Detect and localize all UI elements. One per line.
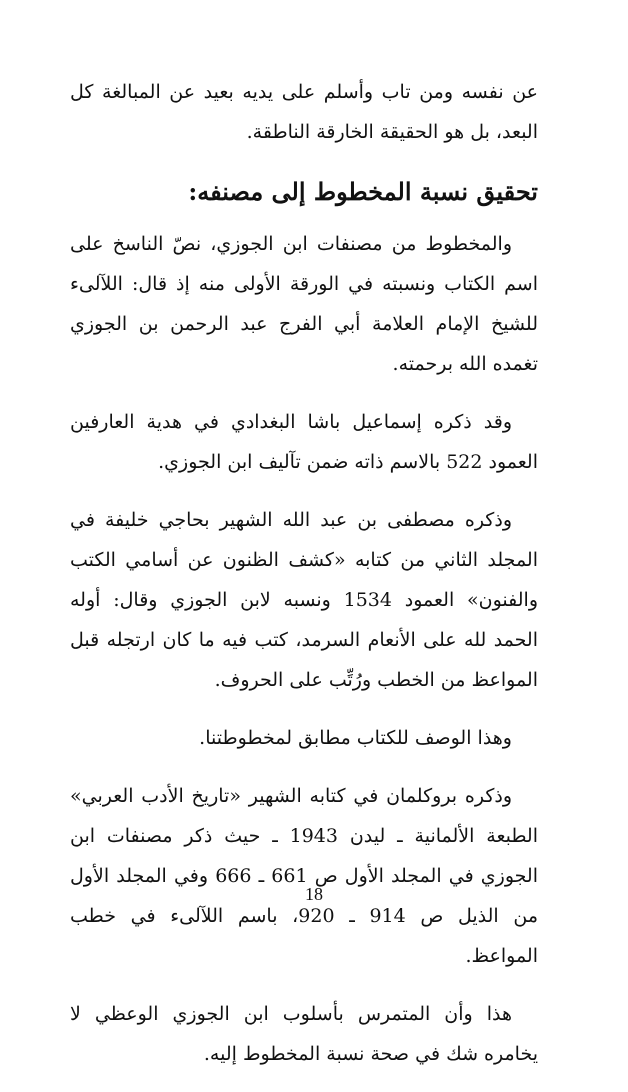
paragraph-description-match: وهذا الوصف للكتاب مطابق لمخطوطتنا. (199, 727, 512, 749)
page-number: 18 (305, 884, 323, 904)
paragraph-haji-khalifa-reference: وذكره مصطفى بن عبد الله الشهير بحاجي خليفة في المجلد الثاني من كتابه «كشف الظنون عن أسامي الكتب والفنون» العمود 1534 ونسبه لابن الجوزي وقال: أوله الحمد لله على الأنعام السرمد، كتب فيه ما كان ارتجله قبل المواعظ من الخطب ورُتِّب على الحروف. (70, 509, 538, 691)
paragraph-brockelmann-reference: وذكره بروكلمان في كتابه الشهير «تاريخ الأدب العربي» الطبعة الألمانية ـ ليدن 1943 ـ حيث ذكر مصنفات ابن الجوزي في المجلد الأول ص 661 ـ 666 وفي المجلد الأول من الذيل ص 914 ـ 920، باسم اللآلىء في خطب المواعظ. (70, 785, 539, 967)
section-heading: تحقيق نسبة المخطوط إلى مصنفه: (188, 177, 538, 206)
page-body (70, 72, 538, 1092)
paragraph-baghdadi-reference: وقد ذكره إسماعيل باشا البغدادي في هدية العارفين العمود 522 بالاسم ذاته ضمن تآليف ابن الجوزي. (70, 411, 538, 473)
paragraph-manuscript-attribution: والمخطوط من مصنفات ابن الجوزي، نصّ الناسخ على اسم الكتاب ونسبته في الورقة الأولى منه إذ قال: اللآلىء للشيخ الإمام العلامة أبي الفرج عبد الرحمن بن الجوزي تغمده الله برحمته. (70, 233, 538, 375)
paragraph-conclusion: هذا وأن المتمرس بأسلوب ابن الجوزي الوعظي لا يخامره شك في صحة نسبة المخطوط إليه. (70, 1003, 538, 1065)
paragraph-continuation: عن نفسه ومن تاب وأسلم على يديه بعيد عن المبالغة كل البعد، بل هو الحقيقة الخارقة الناطقة. (70, 81, 538, 143)
